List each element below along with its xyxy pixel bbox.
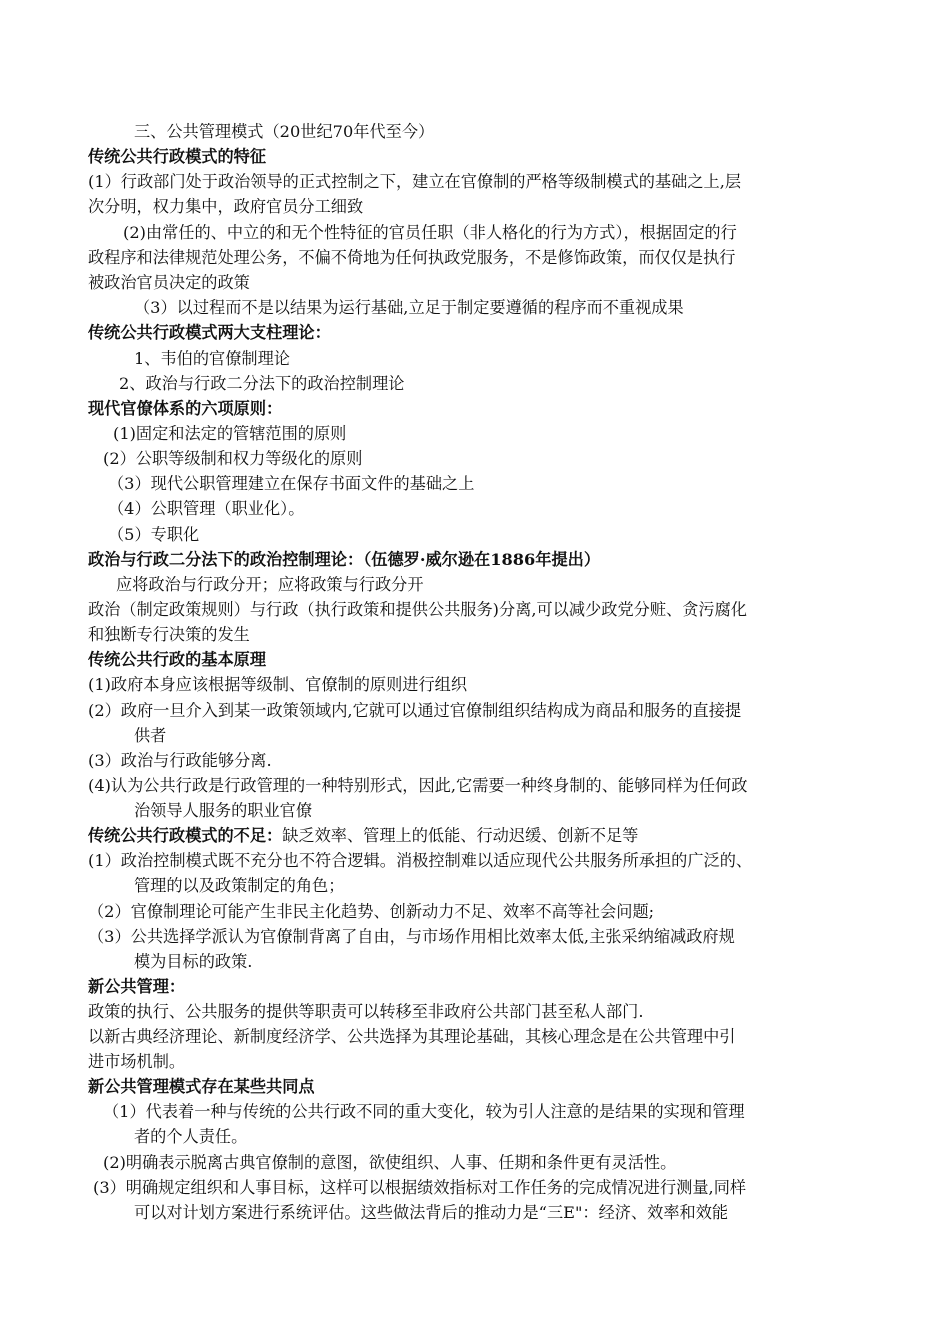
heading-shortcomings-line (88, 825, 638, 847)
paragraph-line: 进市场机制。 (88, 1052, 186, 1071)
list-item: 2、政治与行政二分法下的政治控制理论 (119, 374, 405, 393)
heading-new-public-management: 新公共管理： (88, 977, 186, 996)
list-item: (2）公职等级制和权力等级化的原则 (103, 449, 363, 468)
list-item: (2)明确表示脱离古典官僚制的意图，欲使组织、人事、任期和条件更有灵活性。 (103, 1153, 677, 1172)
paragraph-line: 以新古典经济理论、新制度经济学、公共选择为其理论基础，其核心理念是在公共管理中引 (88, 1027, 736, 1046)
list-item-continuation: 管理的以及政策制定的角色； (134, 876, 345, 895)
list-item-continuation: 治领导人服务的职业官僚 (134, 801, 313, 820)
list-item-continuation: 模为目标的政策. (134, 952, 253, 971)
list-item: （3）现代公职管理建立在保存书面文件的基础之上 (108, 474, 475, 493)
list-item: (1）政治控制模式既不充分也不符合逻辑。消极控制难以适应现代公共服务所承担的广泛的、 (88, 851, 753, 870)
list-item: （5）专职化 (108, 525, 200, 544)
heading-political-control: 政治与行政二分法下的政治控制理论：（伍德罗·威尔逊在1886年提出） (88, 550, 601, 569)
heading-basic-principles: 传统公共行政的基本原理 (88, 650, 267, 669)
paragraph-line: 次分明，权力集中，政府官员分工细致 (88, 197, 364, 216)
paragraph-line: 政程序和法律规范处理公务，不偏不倚地为任何执政党服务，不是修饰政策，而仅仅是执行 (88, 248, 736, 267)
list-item-continuation: 供者 (134, 726, 167, 745)
list-item-continuation: 可以对计划方案进行系统评估。这些做法背后的推动力是“三E"：经济、效率和效能 (134, 1203, 729, 1222)
list-item: (1)政府本身应该根据等级制、官僚制的原则进行组织 (88, 675, 468, 694)
heading-common-points: 新公共管理模式存在某些共同点 (88, 1077, 315, 1096)
paragraph-line: 应将政治与行政分开；应将政策与行政分开 (116, 575, 424, 594)
paragraph-line: 被政治官员决定的政策 (88, 273, 250, 292)
list-item: (3）明确规定组织和人事目标，这样可以根据绩效指标对工作任务的完成情况进行测量,同样 (93, 1178, 747, 1197)
paragraph-line: (2)由常任的、中立的和无个性特征的官员任职（非人格化的行为方式），根据固定的行 (123, 223, 737, 242)
shortcomings-summary: 缺乏效率、管理上的低能、行动迟缓、创新不足等 (282, 826, 639, 845)
list-item: (1)固定和法定的管辖范围的原则 (113, 424, 347, 443)
heading-two-pillars: 传统公共行政模式两大支柱理论： (88, 323, 331, 342)
list-item: (2）政府一旦介入到某一政策领域内,它就可以通过官僚制组织结构成为商品和服务的直接提 (88, 701, 742, 720)
list-item: （1）代表着一种与传统的公共行政不同的重大变化，较为引人注意的是结果的实现和管理 (103, 1102, 745, 1121)
list-item: 1、韦伯的官僚制理论 (134, 349, 290, 368)
list-item-continuation: 者的个人责任。 (134, 1127, 248, 1146)
list-item: （4）公职管理（职业化）。 (108, 499, 305, 518)
paragraph-line: 政治（制定政策规则）与行政（执行政策和提供公共服务)分离,可以减少政党分赃、贪污腐化 (88, 600, 747, 619)
heading-traditional-features: 传统公共行政模式的特征 (88, 147, 267, 166)
heading-shortcomings: 传统公共行政模式的不足： (88, 826, 283, 845)
paragraph-line: 政策的执行、公共服务的提供等职责可以转移至非政府公共部门甚至私人部门. (88, 1002, 644, 1021)
section-heading: 三、公共管理模式（20世纪70年代至今） (134, 122, 435, 141)
list-item: （3）公共选择学派认为官僚制背离了自由，与市场作用相比效率太低,主张采纳缩减政府规 (88, 927, 735, 946)
heading-six-principles: 现代官僚体系的六项原则： (88, 399, 283, 418)
list-item: （2）官僚制理论可能产生非民主化趋势、创新动力不足、效率不高等社会问题; (88, 902, 655, 921)
list-item: (3）政治与行政能够分离. (88, 751, 272, 770)
list-item: (4)认为公共行政是行政管理的一种特别形式，因此,它需要一种终身制的、能够同样为任何政 (88, 776, 748, 795)
paragraph-line: (1）行政部门处于政治领导的正式控制之下，建立在官僚制的严格等级制模式的基础之上,层 (88, 172, 742, 191)
paragraph-line: （3）以过程而不是以结果为运行基础,立足于制定要遵循的程序而不重视成果 (134, 298, 684, 317)
paragraph-line: 和独断专行决策的发生 (88, 625, 250, 644)
